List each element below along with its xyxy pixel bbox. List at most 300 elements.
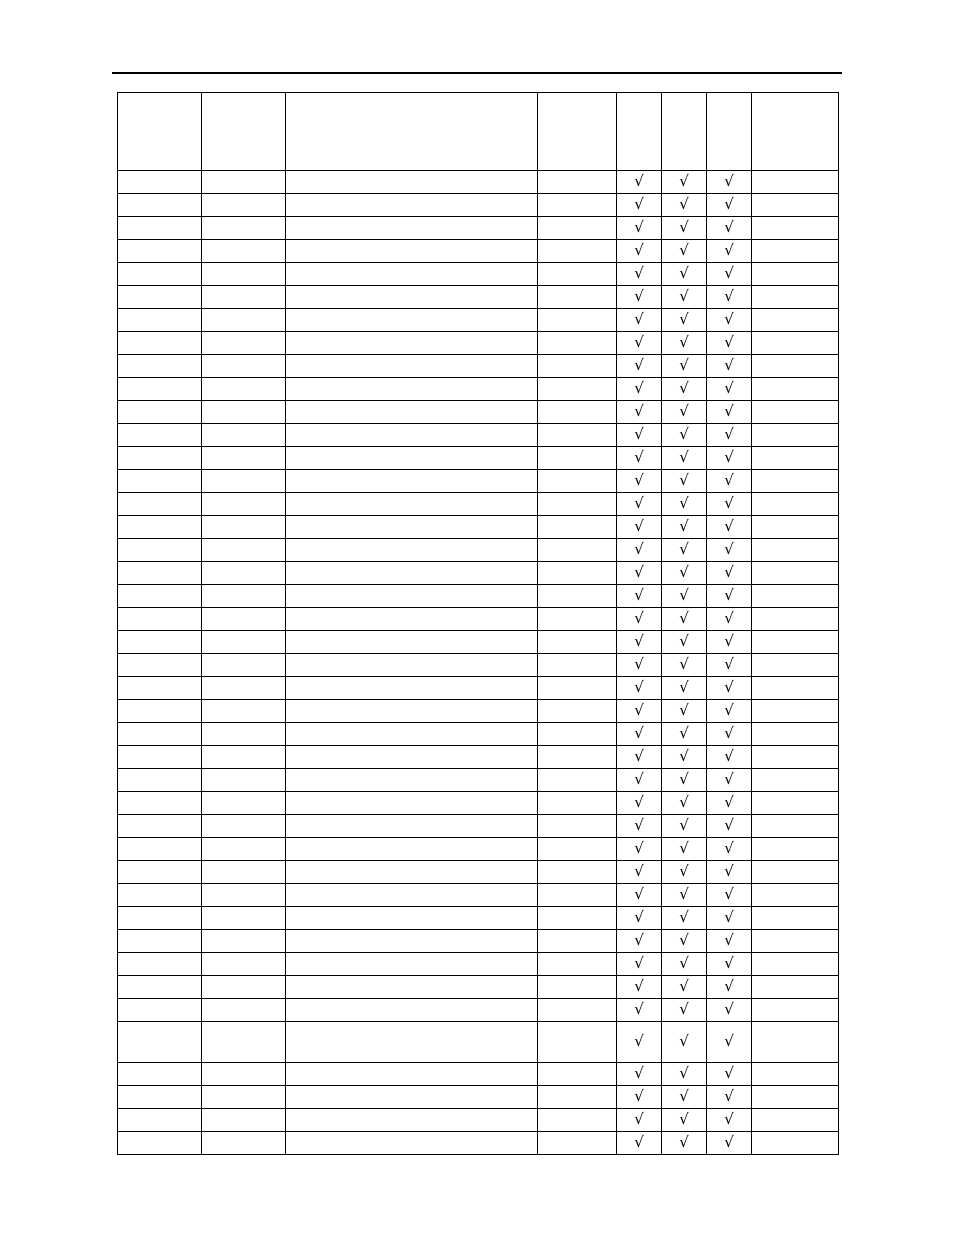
check-cell — [707, 378, 752, 401]
check-cell — [707, 1086, 752, 1109]
check-cell — [707, 401, 752, 424]
check-cell — [662, 1063, 707, 1086]
empty-cell — [286, 516, 538, 539]
check-mark-icon: √ — [634, 816, 644, 834]
empty-cell — [286, 286, 538, 309]
table-row — [118, 953, 839, 976]
empty-cell — [286, 838, 538, 861]
check-cell — [662, 631, 707, 654]
check-cell — [707, 539, 752, 562]
header-cell-7 — [707, 93, 752, 171]
empty-cell — [286, 884, 538, 907]
table-row — [118, 447, 839, 470]
check-mark-icon: √ — [634, 1000, 644, 1018]
empty-cell — [538, 332, 617, 355]
check-mark-icon: √ — [634, 1133, 644, 1151]
table-row — [118, 1022, 839, 1063]
empty-cell — [752, 447, 839, 470]
empty-cell — [752, 240, 839, 263]
empty-cell — [118, 447, 202, 470]
check-cell — [617, 1063, 662, 1086]
check-cell — [707, 240, 752, 263]
check-mark-icon: √ — [724, 471, 734, 489]
check-cell — [662, 240, 707, 263]
empty-cell — [286, 401, 538, 424]
check-cell — [662, 424, 707, 447]
check-cell — [617, 746, 662, 769]
empty-cell — [538, 677, 617, 700]
empty-cell — [202, 838, 286, 861]
table-row — [118, 562, 839, 585]
empty-cell — [538, 240, 617, 263]
check-mark-icon: √ — [634, 425, 644, 443]
empty-cell — [202, 470, 286, 493]
empty-cell — [286, 677, 538, 700]
check-mark-icon: √ — [634, 540, 644, 558]
empty-cell — [538, 539, 617, 562]
empty-cell — [118, 907, 202, 930]
empty-cell — [752, 309, 839, 332]
empty-cell — [202, 217, 286, 240]
check-mark-icon: √ — [679, 839, 689, 857]
check-cell — [662, 1022, 707, 1063]
check-cell — [617, 838, 662, 861]
check-mark-icon: √ — [724, 908, 734, 926]
check-mark-icon: √ — [724, 586, 734, 604]
check-cell — [662, 746, 707, 769]
empty-cell — [286, 562, 538, 585]
check-cell — [662, 585, 707, 608]
check-cell — [707, 171, 752, 194]
check-cell — [617, 930, 662, 953]
table-row — [118, 792, 839, 815]
empty-cell — [538, 585, 617, 608]
check-mark-icon: √ — [634, 908, 644, 926]
check-mark-icon: √ — [724, 356, 734, 374]
empty-cell — [538, 217, 617, 240]
check-cell — [662, 930, 707, 953]
check-mark-icon: √ — [679, 1133, 689, 1151]
check-mark-icon: √ — [724, 1032, 734, 1050]
check-cell — [662, 516, 707, 539]
check-mark-icon: √ — [679, 241, 689, 259]
check-cell — [662, 194, 707, 217]
check-mark-icon: √ — [724, 977, 734, 995]
check-cell — [617, 516, 662, 539]
check-mark-icon: √ — [679, 678, 689, 696]
check-cell — [662, 539, 707, 562]
empty-cell — [538, 654, 617, 677]
check-cell — [617, 240, 662, 263]
check-cell — [662, 1132, 707, 1155]
check-mark-icon: √ — [634, 356, 644, 374]
check-mark-icon: √ — [634, 494, 644, 512]
empty-cell — [538, 999, 617, 1022]
check-cell — [662, 493, 707, 516]
check-mark-icon: √ — [724, 172, 734, 190]
check-mark-icon: √ — [724, 517, 734, 535]
empty-cell — [752, 263, 839, 286]
check-mark-icon: √ — [679, 310, 689, 328]
empty-cell — [538, 309, 617, 332]
empty-cell — [752, 792, 839, 815]
empty-cell — [286, 1063, 538, 1086]
empty-cell — [752, 332, 839, 355]
empty-cell — [286, 1086, 538, 1109]
empty-cell — [538, 746, 617, 769]
empty-cell — [538, 792, 617, 815]
table-row — [118, 171, 839, 194]
check-mark-icon: √ — [724, 1087, 734, 1105]
check-mark-icon: √ — [724, 770, 734, 788]
checklist-table — [117, 92, 839, 1155]
empty-cell — [752, 493, 839, 516]
check-mark-icon: √ — [634, 701, 644, 719]
empty-cell — [202, 539, 286, 562]
empty-cell — [286, 1022, 538, 1063]
empty-cell — [538, 562, 617, 585]
empty-cell — [202, 746, 286, 769]
empty-cell — [202, 884, 286, 907]
check-mark-icon: √ — [679, 425, 689, 443]
empty-cell — [286, 355, 538, 378]
check-mark-icon: √ — [724, 931, 734, 949]
empty-cell — [118, 677, 202, 700]
empty-cell — [752, 1022, 839, 1063]
empty-cell — [286, 217, 538, 240]
check-cell — [617, 792, 662, 815]
check-mark-icon: √ — [634, 448, 644, 466]
empty-cell — [118, 470, 202, 493]
check-cell — [707, 861, 752, 884]
check-cell — [707, 723, 752, 746]
check-cell — [662, 378, 707, 401]
check-cell — [662, 217, 707, 240]
check-cell — [617, 999, 662, 1022]
check-mark-icon: √ — [679, 471, 689, 489]
check-cell — [707, 1063, 752, 1086]
empty-cell — [202, 562, 286, 585]
check-mark-icon: √ — [679, 264, 689, 282]
empty-cell — [202, 769, 286, 792]
empty-cell — [538, 700, 617, 723]
empty-cell — [118, 792, 202, 815]
check-cell — [662, 677, 707, 700]
check-mark-icon: √ — [724, 954, 734, 972]
check-cell — [662, 976, 707, 999]
empty-cell — [538, 286, 617, 309]
check-mark-icon: √ — [679, 448, 689, 466]
header-cell-1 — [118, 93, 202, 171]
empty-cell — [538, 815, 617, 838]
table-row — [118, 930, 839, 953]
check-cell — [617, 769, 662, 792]
check-cell — [707, 953, 752, 976]
empty-cell — [118, 999, 202, 1022]
empty-cell — [202, 930, 286, 953]
empty-cell — [286, 493, 538, 516]
empty-cell — [538, 378, 617, 401]
check-mark-icon: √ — [724, 1133, 734, 1151]
check-mark-icon: √ — [679, 195, 689, 213]
check-cell — [617, 447, 662, 470]
check-cell — [617, 953, 662, 976]
check-mark-icon: √ — [724, 310, 734, 328]
table-row — [118, 470, 839, 493]
empty-cell — [752, 723, 839, 746]
empty-cell — [538, 1086, 617, 1109]
check-mark-icon: √ — [679, 356, 689, 374]
check-mark-icon: √ — [679, 793, 689, 811]
check-mark-icon: √ — [724, 540, 734, 558]
empty-cell — [286, 907, 538, 930]
check-cell — [662, 355, 707, 378]
empty-cell — [118, 539, 202, 562]
check-mark-icon: √ — [679, 632, 689, 650]
empty-cell — [538, 1109, 617, 1132]
check-mark-icon: √ — [679, 517, 689, 535]
empty-cell — [118, 930, 202, 953]
check-mark-icon: √ — [679, 1064, 689, 1082]
empty-cell — [538, 769, 617, 792]
empty-cell — [202, 654, 286, 677]
check-cell — [662, 861, 707, 884]
check-cell — [707, 424, 752, 447]
empty-cell — [752, 1132, 839, 1155]
check-mark-icon: √ — [634, 172, 644, 190]
empty-cell — [752, 608, 839, 631]
empty-cell — [286, 700, 538, 723]
empty-cell — [118, 378, 202, 401]
empty-cell — [538, 493, 617, 516]
check-mark-icon: √ — [724, 425, 734, 443]
table-row — [118, 1109, 839, 1132]
empty-cell — [118, 355, 202, 378]
check-mark-icon: √ — [679, 747, 689, 765]
table-row — [118, 378, 839, 401]
check-cell — [617, 1132, 662, 1155]
check-mark-icon: √ — [679, 954, 689, 972]
table-body — [118, 93, 839, 1155]
check-cell — [707, 263, 752, 286]
check-mark-icon: √ — [634, 793, 644, 811]
check-mark-icon: √ — [634, 839, 644, 857]
table-row — [118, 999, 839, 1022]
empty-cell — [202, 608, 286, 631]
empty-cell — [118, 217, 202, 240]
check-cell — [662, 263, 707, 286]
table-row — [118, 723, 839, 746]
empty-cell — [118, 815, 202, 838]
empty-cell — [202, 401, 286, 424]
check-mark-icon: √ — [634, 770, 644, 788]
empty-cell — [538, 631, 617, 654]
empty-cell — [752, 884, 839, 907]
empty-cell — [286, 194, 538, 217]
table-row — [118, 815, 839, 838]
check-cell — [617, 539, 662, 562]
empty-cell — [118, 263, 202, 286]
empty-cell — [752, 424, 839, 447]
empty-cell — [202, 700, 286, 723]
check-cell — [662, 171, 707, 194]
check-cell — [617, 171, 662, 194]
empty-cell — [202, 424, 286, 447]
empty-cell — [538, 723, 617, 746]
empty-cell — [202, 286, 286, 309]
empty-cell — [118, 1132, 202, 1155]
empty-cell — [118, 976, 202, 999]
check-cell — [707, 999, 752, 1022]
check-cell — [617, 562, 662, 585]
check-cell — [617, 723, 662, 746]
empty-cell — [538, 171, 617, 194]
check-cell — [662, 654, 707, 677]
check-cell — [707, 332, 752, 355]
check-mark-icon: √ — [679, 379, 689, 397]
empty-cell — [538, 263, 617, 286]
check-mark-icon: √ — [724, 747, 734, 765]
check-mark-icon: √ — [724, 494, 734, 512]
empty-cell — [202, 861, 286, 884]
check-cell — [617, 332, 662, 355]
empty-cell — [538, 608, 617, 631]
empty-cell — [752, 378, 839, 401]
header-cell-6 — [662, 93, 707, 171]
empty-cell — [118, 723, 202, 746]
check-cell — [707, 654, 752, 677]
table-row — [118, 217, 839, 240]
check-mark-icon: √ — [634, 862, 644, 880]
check-cell — [617, 907, 662, 930]
check-cell — [707, 769, 752, 792]
empty-cell — [752, 1109, 839, 1132]
check-mark-icon: √ — [634, 747, 644, 765]
empty-cell — [202, 1132, 286, 1155]
check-cell — [662, 999, 707, 1022]
check-cell — [707, 907, 752, 930]
empty-cell — [752, 539, 839, 562]
check-cell — [617, 286, 662, 309]
check-cell — [662, 792, 707, 815]
empty-cell — [118, 1109, 202, 1132]
check-mark-icon: √ — [679, 885, 689, 903]
check-cell — [662, 447, 707, 470]
table-row — [118, 700, 839, 723]
empty-cell — [752, 700, 839, 723]
table-row — [118, 608, 839, 631]
check-cell — [707, 286, 752, 309]
check-cell — [707, 930, 752, 953]
table-row — [118, 861, 839, 884]
empty-cell — [538, 1022, 617, 1063]
check-mark-icon: √ — [724, 655, 734, 673]
empty-cell — [752, 654, 839, 677]
check-mark-icon: √ — [634, 218, 644, 236]
empty-cell — [118, 769, 202, 792]
empty-cell — [752, 470, 839, 493]
empty-cell — [752, 1086, 839, 1109]
check-mark-icon: √ — [679, 724, 689, 742]
check-cell — [707, 562, 752, 585]
check-cell — [617, 700, 662, 723]
empty-cell — [118, 171, 202, 194]
check-cell — [707, 309, 752, 332]
check-mark-icon: √ — [679, 402, 689, 420]
check-mark-icon: √ — [724, 333, 734, 351]
check-mark-icon: √ — [724, 264, 734, 282]
empty-cell — [752, 769, 839, 792]
empty-cell — [202, 1063, 286, 1086]
empty-cell — [118, 861, 202, 884]
check-mark-icon: √ — [724, 1064, 734, 1082]
check-cell — [617, 1109, 662, 1132]
check-mark-icon: √ — [724, 678, 734, 696]
empty-cell — [538, 976, 617, 999]
check-cell — [617, 355, 662, 378]
check-cell — [707, 677, 752, 700]
check-mark-icon: √ — [634, 563, 644, 581]
header-cell-2 — [202, 93, 286, 171]
check-cell — [617, 1022, 662, 1063]
empty-cell — [202, 723, 286, 746]
check-mark-icon: √ — [634, 1110, 644, 1128]
check-mark-icon: √ — [634, 632, 644, 650]
check-cell — [617, 1086, 662, 1109]
empty-cell — [286, 723, 538, 746]
empty-cell — [286, 424, 538, 447]
table-row — [118, 976, 839, 999]
empty-cell — [286, 999, 538, 1022]
empty-cell — [286, 470, 538, 493]
empty-cell — [752, 562, 839, 585]
empty-cell — [538, 355, 617, 378]
check-cell — [617, 470, 662, 493]
empty-cell — [118, 838, 202, 861]
empty-cell — [752, 746, 839, 769]
header-cell-8 — [752, 93, 839, 171]
check-mark-icon: √ — [634, 977, 644, 995]
check-mark-icon: √ — [679, 1032, 689, 1050]
check-mark-icon: √ — [679, 494, 689, 512]
empty-cell — [752, 286, 839, 309]
check-mark-icon: √ — [724, 816, 734, 834]
check-cell — [617, 677, 662, 700]
check-mark-icon: √ — [634, 310, 644, 328]
empty-cell — [202, 447, 286, 470]
empty-cell — [286, 769, 538, 792]
check-cell — [617, 378, 662, 401]
check-mark-icon: √ — [724, 862, 734, 880]
check-mark-icon: √ — [634, 195, 644, 213]
table-row — [118, 1086, 839, 1109]
empty-cell — [286, 815, 538, 838]
empty-cell — [752, 1063, 839, 1086]
empty-cell — [752, 585, 839, 608]
check-cell — [707, 217, 752, 240]
check-cell — [707, 838, 752, 861]
table-row — [118, 401, 839, 424]
check-mark-icon: √ — [679, 701, 689, 719]
check-cell — [617, 263, 662, 286]
check-cell — [617, 217, 662, 240]
table-row — [118, 539, 839, 562]
empty-cell — [538, 1063, 617, 1086]
check-mark-icon: √ — [679, 609, 689, 627]
check-mark-icon: √ — [724, 793, 734, 811]
check-mark-icon: √ — [634, 609, 644, 627]
check-cell — [662, 309, 707, 332]
